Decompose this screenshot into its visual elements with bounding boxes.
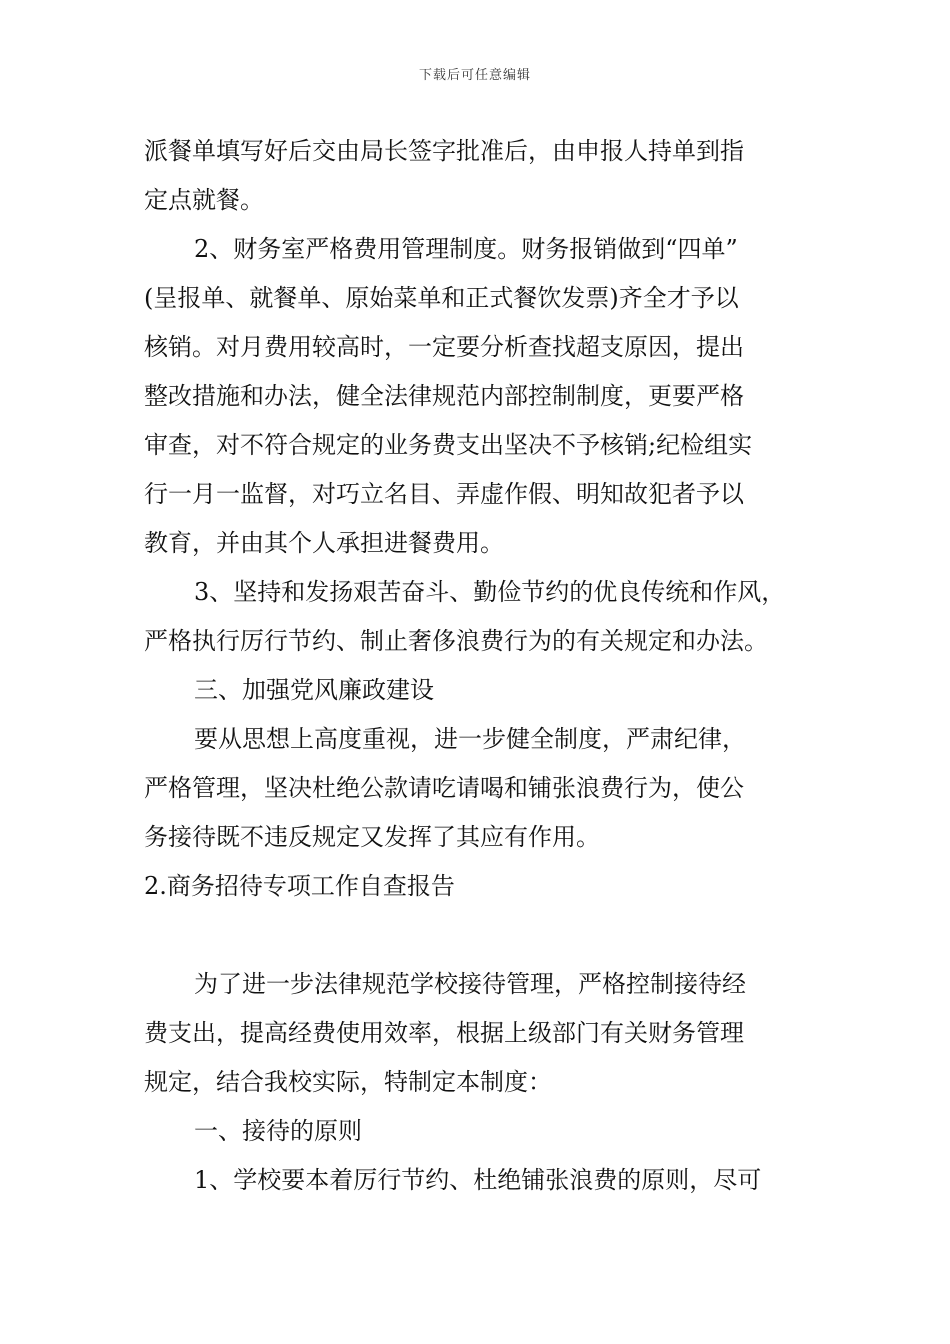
text-line: 2、财务室严格费用管理制度。财务报销做到“四单” [194, 235, 738, 263]
text-line: 审查，对不符合规定的业务费支出坚决不予核销;纪检组实 [144, 431, 753, 459]
section-heading: 三、加强党风廉政建设 [194, 676, 434, 704]
text-line: 1、学校要本着厉行节约、杜绝铺张浪费的原则，尽可 [194, 1166, 762, 1194]
text-line: 严格执行厉行节约、制止奢侈浪费行为的有关规定和办法。 [144, 627, 768, 655]
text-line: 核销。对月费用较高时，一定要分析查找超支原因，提出 [144, 333, 744, 361]
text-line: 为了进一步法律规范学校接待管理，严格控制接待经 [194, 970, 746, 998]
section-heading: 一、接待的原则 [194, 1117, 362, 1145]
document-body [144, 127, 824, 1205]
blank-line [144, 911, 824, 960]
text-line: 规定，结合我校实际，特制定本制度： [144, 1068, 552, 1096]
text-line: 定点就餐。 [144, 186, 264, 214]
text-line: 派餐单填写好后交由局长签字批准后，由申报人持单到指 [144, 137, 744, 165]
page-header: 下载后可任意编辑 [418, 68, 531, 83]
text-line: 要从思想上高度重视，进一步健全制度，严肃纪律， [194, 725, 746, 753]
text-line: 费支出，提高经费使用效率，根据上级部门有关财务管理 [144, 1019, 744, 1047]
text-line: 教育，并由其个人承担进餐费用。 [144, 529, 504, 557]
text-line: 严格管理，坚决杜绝公款请吃请喝和铺张浪费行为，使公 [144, 774, 744, 802]
text-line: 务接待既不违反规定又发挥了其应有作用。 [144, 823, 600, 851]
text-line: 行一月一监督，对巧立名目、弄虚作假、明知故犯者予以 [144, 480, 744, 508]
text-line: (呈报单、就餐单、原始菜单和正式餐饮发票)齐全才予以 [144, 284, 739, 312]
text-line: 3、坚持和发扬艰苦奋斗、勤俭节约的优良传统和作风， [194, 578, 786, 606]
document-subtitle: 2.商务招待专项工作自查报告 [144, 872, 455, 900]
text-line: 整改措施和办法，健全法律规范内部控制制度，更要严格 [144, 382, 744, 410]
